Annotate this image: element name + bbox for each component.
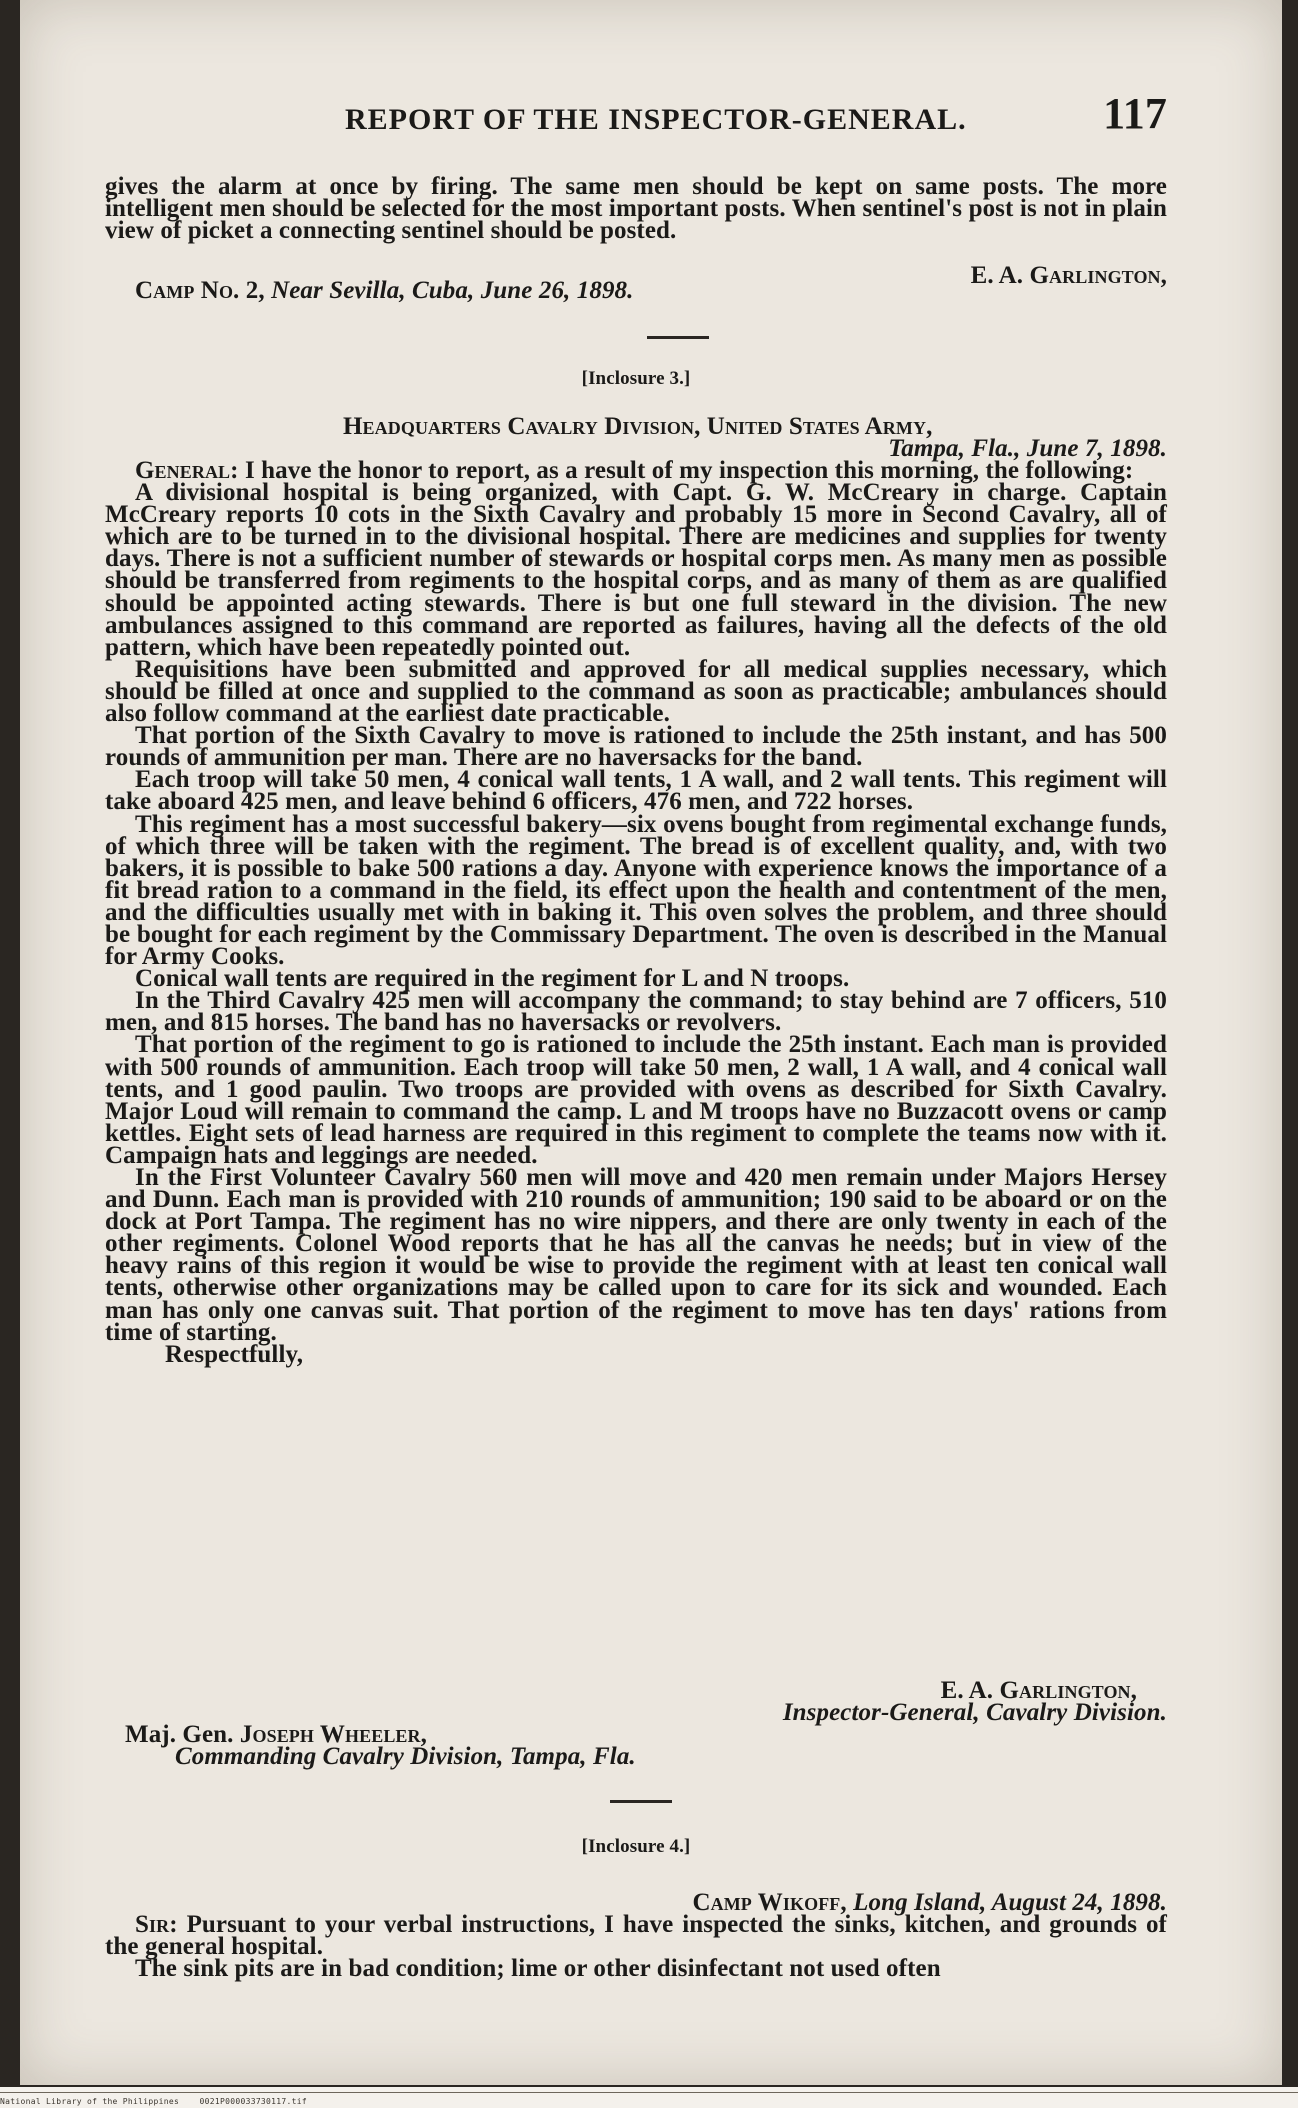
inclosure3-heading-text: Headquarters Cavalry Division, United States Army, [343,413,933,440]
inclosure3-paragraph-3: Requisitions have been submitted and approved for all medical supplies necessary, which should be filled at once and supplied to the command as soon as practicable; ambulances should also follow command at the earliest date practicable. [105,655,1167,728]
inclosure4-label-text: [Inclosure 4.] [581,1836,691,1857]
inclosure3-body [105,457,1167,1368]
running-head [105,89,1167,143]
inclosure3-paragraph-8: In the Third Cavalry 425 men will accompany the command; to stay behind are 7 officers, 510 men, and 815 horses. The band has no haversacks or revolvers. [105,987,1167,1037]
inclosure3-signer [105,1677,1167,1727]
inclosure3-salutation: General: [135,457,239,484]
scan-footer-text: National Library of the Philippines 0021P000033730117.tif [0,2097,307,2106]
inclosure3-addressee-rank: Maj. Gen. [125,1721,234,1748]
inclosure3-paragraph-2: A divisional hospital is being organized, with Capt. G. W. McCreary in charge. Captain McCreary reports 10 cots in the Sixth Cavalry and probably 15 more in Second Cavalry, all of which are to be turned in to the divisional hospital. There are medicines and supplies for twenty days. There is not a sufficient number of stewards or hospital corps men. As many men as possible should be transferred from regiments to the hospital corps, and as many of them as are qualified should be appointed acting stewards. There is but one full steward in the division. The new ambulances assigned to this command are reported as failures, having all the defects of the old pattern, which have been repeatedly pointed out. [105,479,1167,661]
page-number: 117 [1103,89,1167,138]
inclosure3-paragraph-7: Conical wall tents are required in the regiment for L and N troops. [135,965,850,993]
inclosure3-paragraph-10: In the First Volunteer Cavalry 560 men will move and 420 men remain under Majors Hersey and Dunn. Each man is provided with 210 rounds of ammunition; 190 said to be aboard or on the dock at Port Tampa. The regiment has no wire nippers, and there are only twenty in each of the other regiments. Colonel Wood reports that he has all the canvas he needs; but in view of the heavy rains of this region it would be wise to provide the regiment with at least ten conical wall tents, otherwise other organizations may be called upon to care for its sick and wounded. Each man has only one canvas suit. That portion of the regiment to move has ten days' rations from time of starting. [105,1164,1167,1346]
inclosure3-label [105,368,1167,390]
inclosure3-signer-name: E. A. Garlington, [940,1677,1137,1704]
inclosure4-body [105,1911,1167,1983]
inclosure4-paragraph-1-text: Pursuant to your verbal instructions, I have inspected the sinks, kitchen, and grounds of the general hospital. [105,1911,1167,1961]
inclosure3-dateline-text: Tampa, Fla., June 7, 1898. [888,435,1167,462]
inclosure3-paragraph-4: That portion of the Sixth Cavalry to move is rationed to include the 25th instant, and has 500 rounds of ammunition per man. There are no haversacks for the band. [105,722,1167,772]
opening-paragraph: gives the alarm at once by firing. The same men should be kept on same posts. The more intelligent men should be selected for the most important posts. When sentinel's post is not in plain view of picket a connecting sentinel should be posted. [105,173,1167,245]
inclosure3-paragraph-6: This regiment has a most successful bakery—six ovens bought from regimental exchange funds, of which three will be taken with the regiment. The bread is of excellent quality, and, with two bakers, it is possible to bake 500 rations a day. Anyone with experience knows the importance of a fit bread ration to a command in the field, its effect upon the health and contentment of the men, and the difficulties usually met with in baking it. This oven solves the problem, and three should be bought for each regiment by the Commissary Department. The oven is described in the Manual for Army Cooks. [105,810,1167,971]
inclosure3-paragraph-5: Each troop will take 50 men, 4 conical wall tents, 1 A wall, and 2 wall tents. This regiment will take aboard 425 men, and leave behind 6 officers, 476 men, and 722 horses. [105,766,1167,816]
running-head-title: REPORT OF THE INSPECTOR-GENERAL. [345,103,967,136]
inclosure3-addressee-name: Joseph Wheeler, [239,1721,427,1748]
opening-signature-text: E. A. Garlington, [970,262,1167,289]
inclosure3-paragraph-9: That portion of the regiment to go is rationed to include the 25th instant. Each man is provided with 500 rounds of ammunition. Each troop will take 50 men, 2 wall, 1 A wall, and 4 conical wall tents, and 1 good paulin. Two troops are provided with ovens as described for Sixth Cavalry. Major Loud will remain to command the camp. L and M troops have no Buzzacott ovens or camp kettles. Eight sets of lead harness are required in this regiment to complete the teams now with it. Campaign hats and leggings are needed. [105,1031,1167,1169]
inclosure3-label-text: [Inclosure 3.] [581,368,691,389]
inclosure3-paragraph-1-text: I have the honor to report, as a result of my inspection this morning, the following: [244,457,1134,484]
opening-dateline-rest: Near Sevilla, Cuba, June 26, 1898. [271,277,634,304]
opening-block [105,173,1167,245]
inclosure4-paragraph-1 [105,1911,1167,1961]
scan-footer-rule [0,2092,1298,2093]
scan-footer-strip [0,2087,1298,2108]
section-rule-1 [647,336,709,339]
inclosure4-paragraph-2: The sink pits are in bad condition; lime or other disinfectant not used often [135,1955,941,1983]
inclosure4-dateline-place: Camp Wikoff, [692,1889,847,1916]
inclosure4-dateline-rest: Long Island, August 24, 1898. [853,1889,1167,1916]
inclosure3-closing: Respectfully, [165,1340,304,1368]
inclosure3-addressee [125,1721,1167,1771]
inclosure3-addressee-title: Commanding Cavalry Division, Tampa, Fla. [175,1743,636,1771]
inclosure3-signer-title: Inspector-General, Cavalry Division. [782,1699,1167,1727]
section-rule-2 [610,1800,672,1803]
opening-dateline-place: Camp No. 2, [135,277,265,304]
inclosure4-label [105,1836,1167,1858]
inclosure4-salutation: Sir: [135,1911,178,1938]
document-page [20,0,1282,2085]
opening-dateline [135,277,1167,304]
